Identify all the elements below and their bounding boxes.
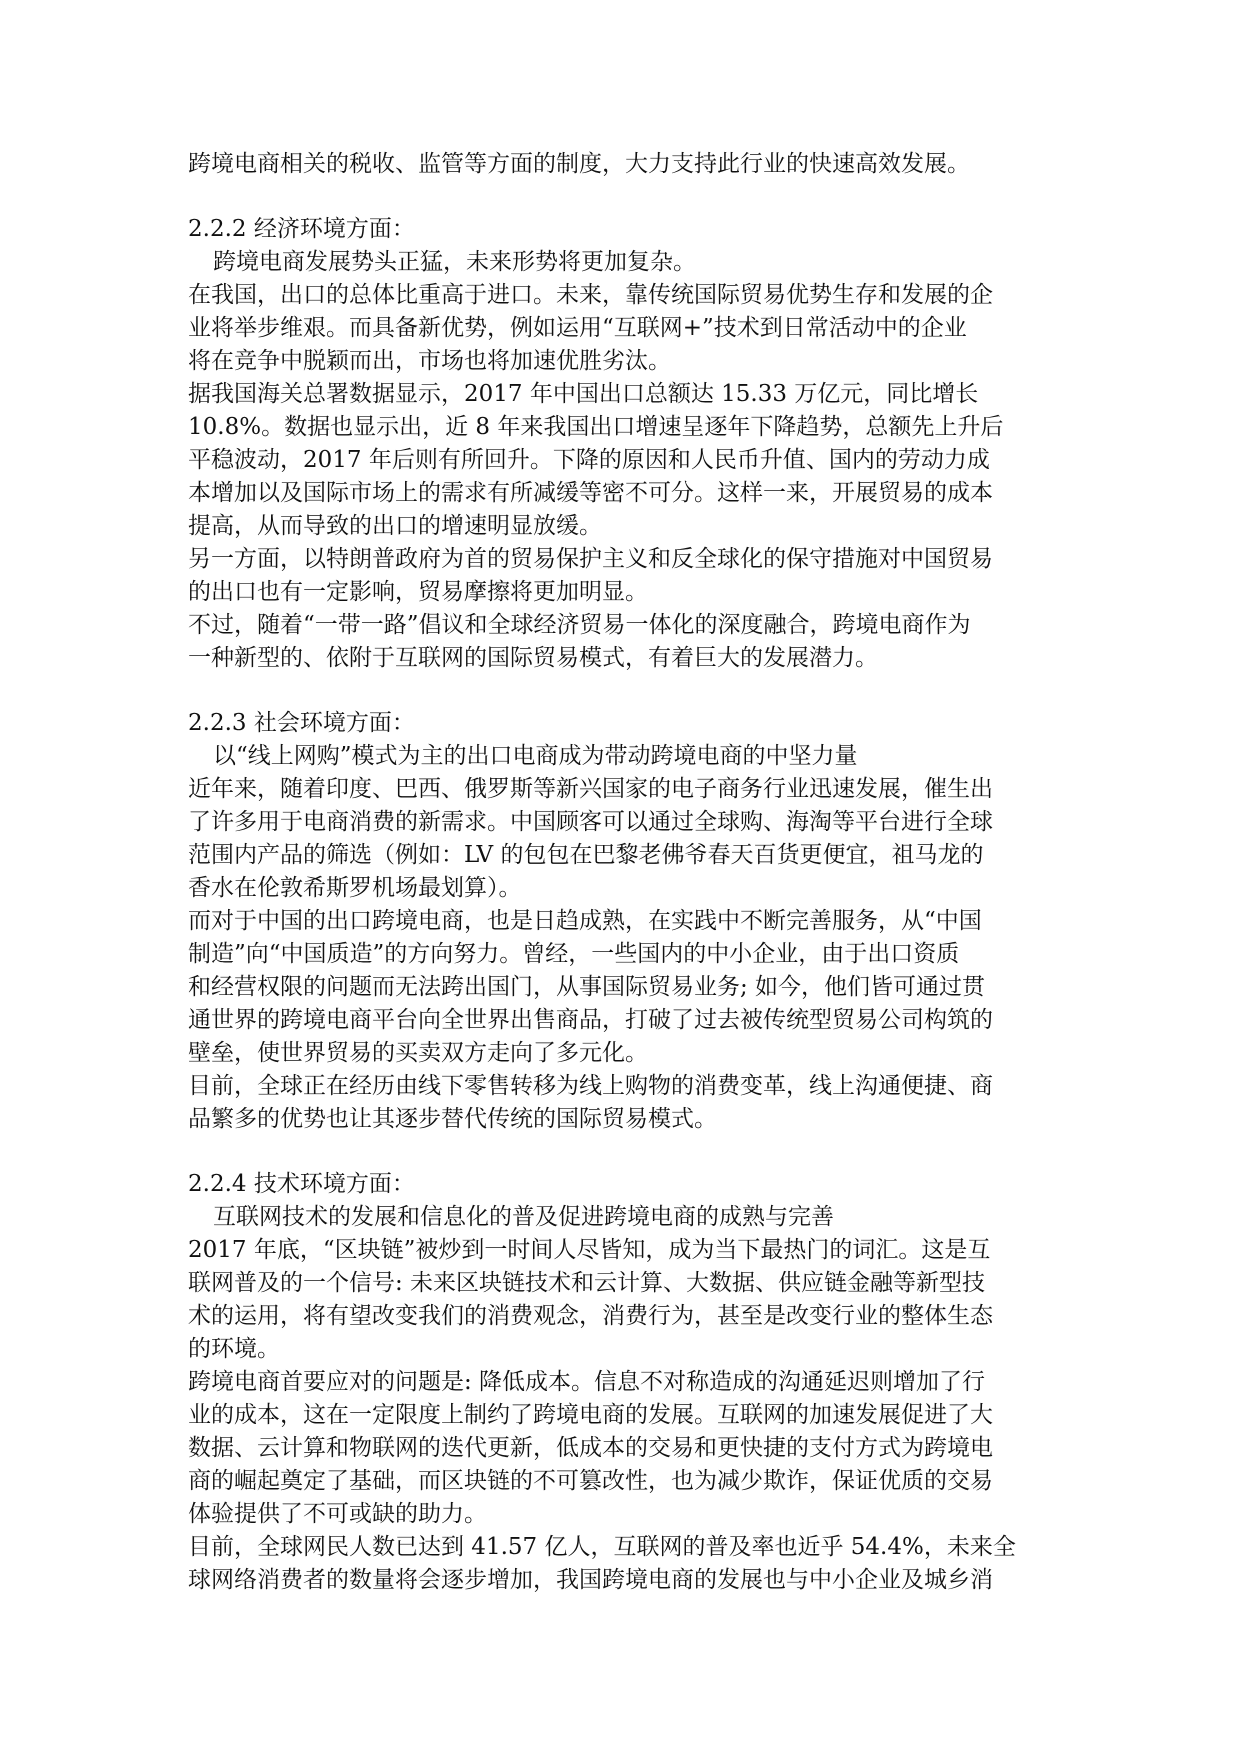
paragraph-line: 了许多用于电商消费的新需求。中国顾客可以通过全球购、海淘等平台进行全球	[188, 809, 993, 835]
section-subtitle-technology: 互联网技术的发展和信息化的普及促进跨境电商的成熟与完善	[213, 1204, 834, 1230]
paragraph-line: 范围内产品的筛选（例如：LV 的包包在巴黎老佛爷春天百货更便宜，祖马龙的	[188, 842, 984, 868]
section-heading-technology: 2.2.4 技术环境方面：	[188, 1171, 415, 1197]
paragraph-line: 术的运用，将有望改变我们的消费观念，消费行为，甚至是改变行业的整体生态	[188, 1303, 993, 1329]
paragraph-line: 球网络消费者的数量将会逐步增加，我国跨境电商的发展也与中小企业及城乡消	[188, 1567, 993, 1593]
paragraph-line: 联网普及的一个信号: 未来区块链技术和云计算、大数据、供应链金融等新型技	[188, 1270, 986, 1296]
paragraph-line: 将在竞争中脱颖而出，市场也将加速优胜劣汰。	[188, 348, 671, 374]
paragraph-line: 目前，全球正在经历由线下零售转移为线上购物的消费变革，线上沟通便捷、商	[188, 1073, 993, 1099]
paragraph-line: 商的崛起奠定了基础，而区块链的不可篡改性，也为减少欺诈，保证优质的交易	[188, 1468, 993, 1494]
paragraph-line: 香水在伦敦希斯罗机场最划算）。	[188, 875, 522, 901]
paragraph-line: 的出口也有一定影响，贸易摩擦将更加明显。	[188, 579, 648, 605]
paragraph-line: 跨境电商首要应对的问题是: 降低成本。信息不对称造成的沟通延迟则增加了行	[188, 1369, 986, 1395]
paragraph-line: 壁垒，使世界贸易的买卖双方走向了多元化。	[188, 1040, 648, 1066]
paragraph-line: 业将举步维艰。而具备新优势，例如运用“互联网+”技术到日常活动中的企业	[188, 315, 967, 341]
section-heading-social: 2.2.3 社会环境方面：	[188, 710, 415, 736]
paragraph-line: 10.8%。数据也显示出，近 8 年来我国出口增速呈逐年下降趋势，总额先上升后	[188, 414, 1004, 440]
intro-line: 跨境电商相关的税收、监管等方面的制度，大力支持此行业的快速高效发展。	[188, 151, 970, 177]
document-body	[188, 148, 1058, 1597]
section-subtitle-social: 以“线上网购”模式为主的出口电商成为带动跨境电商的中坚力量	[213, 743, 858, 769]
paragraph-line: 提高，从而导致的出口的增速明显放缓。	[188, 513, 602, 539]
paragraph-line: 近年来，随着印度、巴西、俄罗斯等新兴国家的电子商务行业迅速发展，催生出	[188, 776, 993, 802]
paragraph-line: 和经营权限的问题而无法跨出国门，从事国际贸易业务; 如今，他们皆可通过贯	[188, 974, 986, 1000]
paragraph-line: 本增加以及国际市场上的需求有所减缓等密不可分。这样一来，开展贸易的成本	[188, 480, 993, 506]
paragraph-line: 数据、云计算和物联网的迭代更新，低成本的交易和更快捷的支付方式为跨境电	[188, 1435, 993, 1461]
paragraph-line: 品繁多的优势也让其逐步替代传统的国际贸易模式。	[188, 1106, 717, 1132]
paragraph-line: 的环境。	[188, 1336, 280, 1362]
section-heading-economic: 2.2.2 经济环境方面：	[188, 216, 415, 242]
paragraph-gap	[188, 181, 1058, 213]
paragraph-line: 2017 年底，“区块链”被炒到一时间人尽皆知，成为当下最热门的词汇。这是互	[188, 1237, 991, 1263]
paragraph-gap	[188, 675, 1058, 707]
paragraph-line: 目前，全球网民人数已达到 41.57 亿人，互联网的普及率也近乎 54.4%，未来全	[188, 1534, 1016, 1560]
paragraph-line: 通世界的跨境电商平台向全世界出售商品，打破了过去被传统型贸易公司构筑的	[188, 1007, 993, 1033]
paragraph-line: 而对于中国的出口跨境电商，也是日趋成熟，在实践中不断完善服务，从“中国	[188, 908, 982, 934]
section-subtitle-economic: 跨境电商发展势头正猛，未来形势将更加复杂。	[213, 249, 696, 275]
paragraph-line: 据我国海关总署数据显示，2017 年中国出口总额达 15.33 万亿元，同比增长	[188, 381, 979, 407]
paragraph-line: 业的成本，这在一定限度上制约了跨境电商的发展。互联网的加速发展促进了大	[188, 1402, 993, 1428]
paragraph-line: 平稳波动，2017 年后则有所回升。下降的原因和人民币升值、国内的劳动力成	[188, 447, 990, 473]
paragraph-line: 体验提供了不可或缺的助力。	[188, 1501, 487, 1527]
paragraph-line: 制造”向“中国质造”的方向努力。曾经，一些国内的中小企业，由于出口资质	[188, 941, 960, 967]
paragraph-line: 在我国，出口的总体比重高于进口。未来，靠传统国际贸易优势生存和发展的企	[188, 282, 993, 308]
paragraph-line: 不过，随着“一带一路”倡议和全球经济贸易一体化的深度融合，跨境电商作为	[188, 612, 971, 638]
paragraph-line: 另一方面，以特朗普政府为首的贸易保护主义和反全球化的保守措施对中国贸易	[188, 546, 993, 572]
paragraph-line: 一种新型的、依附于互联网的国际贸易模式，有着巨大的发展潜力。	[188, 645, 878, 671]
paragraph-gap	[188, 1136, 1058, 1168]
